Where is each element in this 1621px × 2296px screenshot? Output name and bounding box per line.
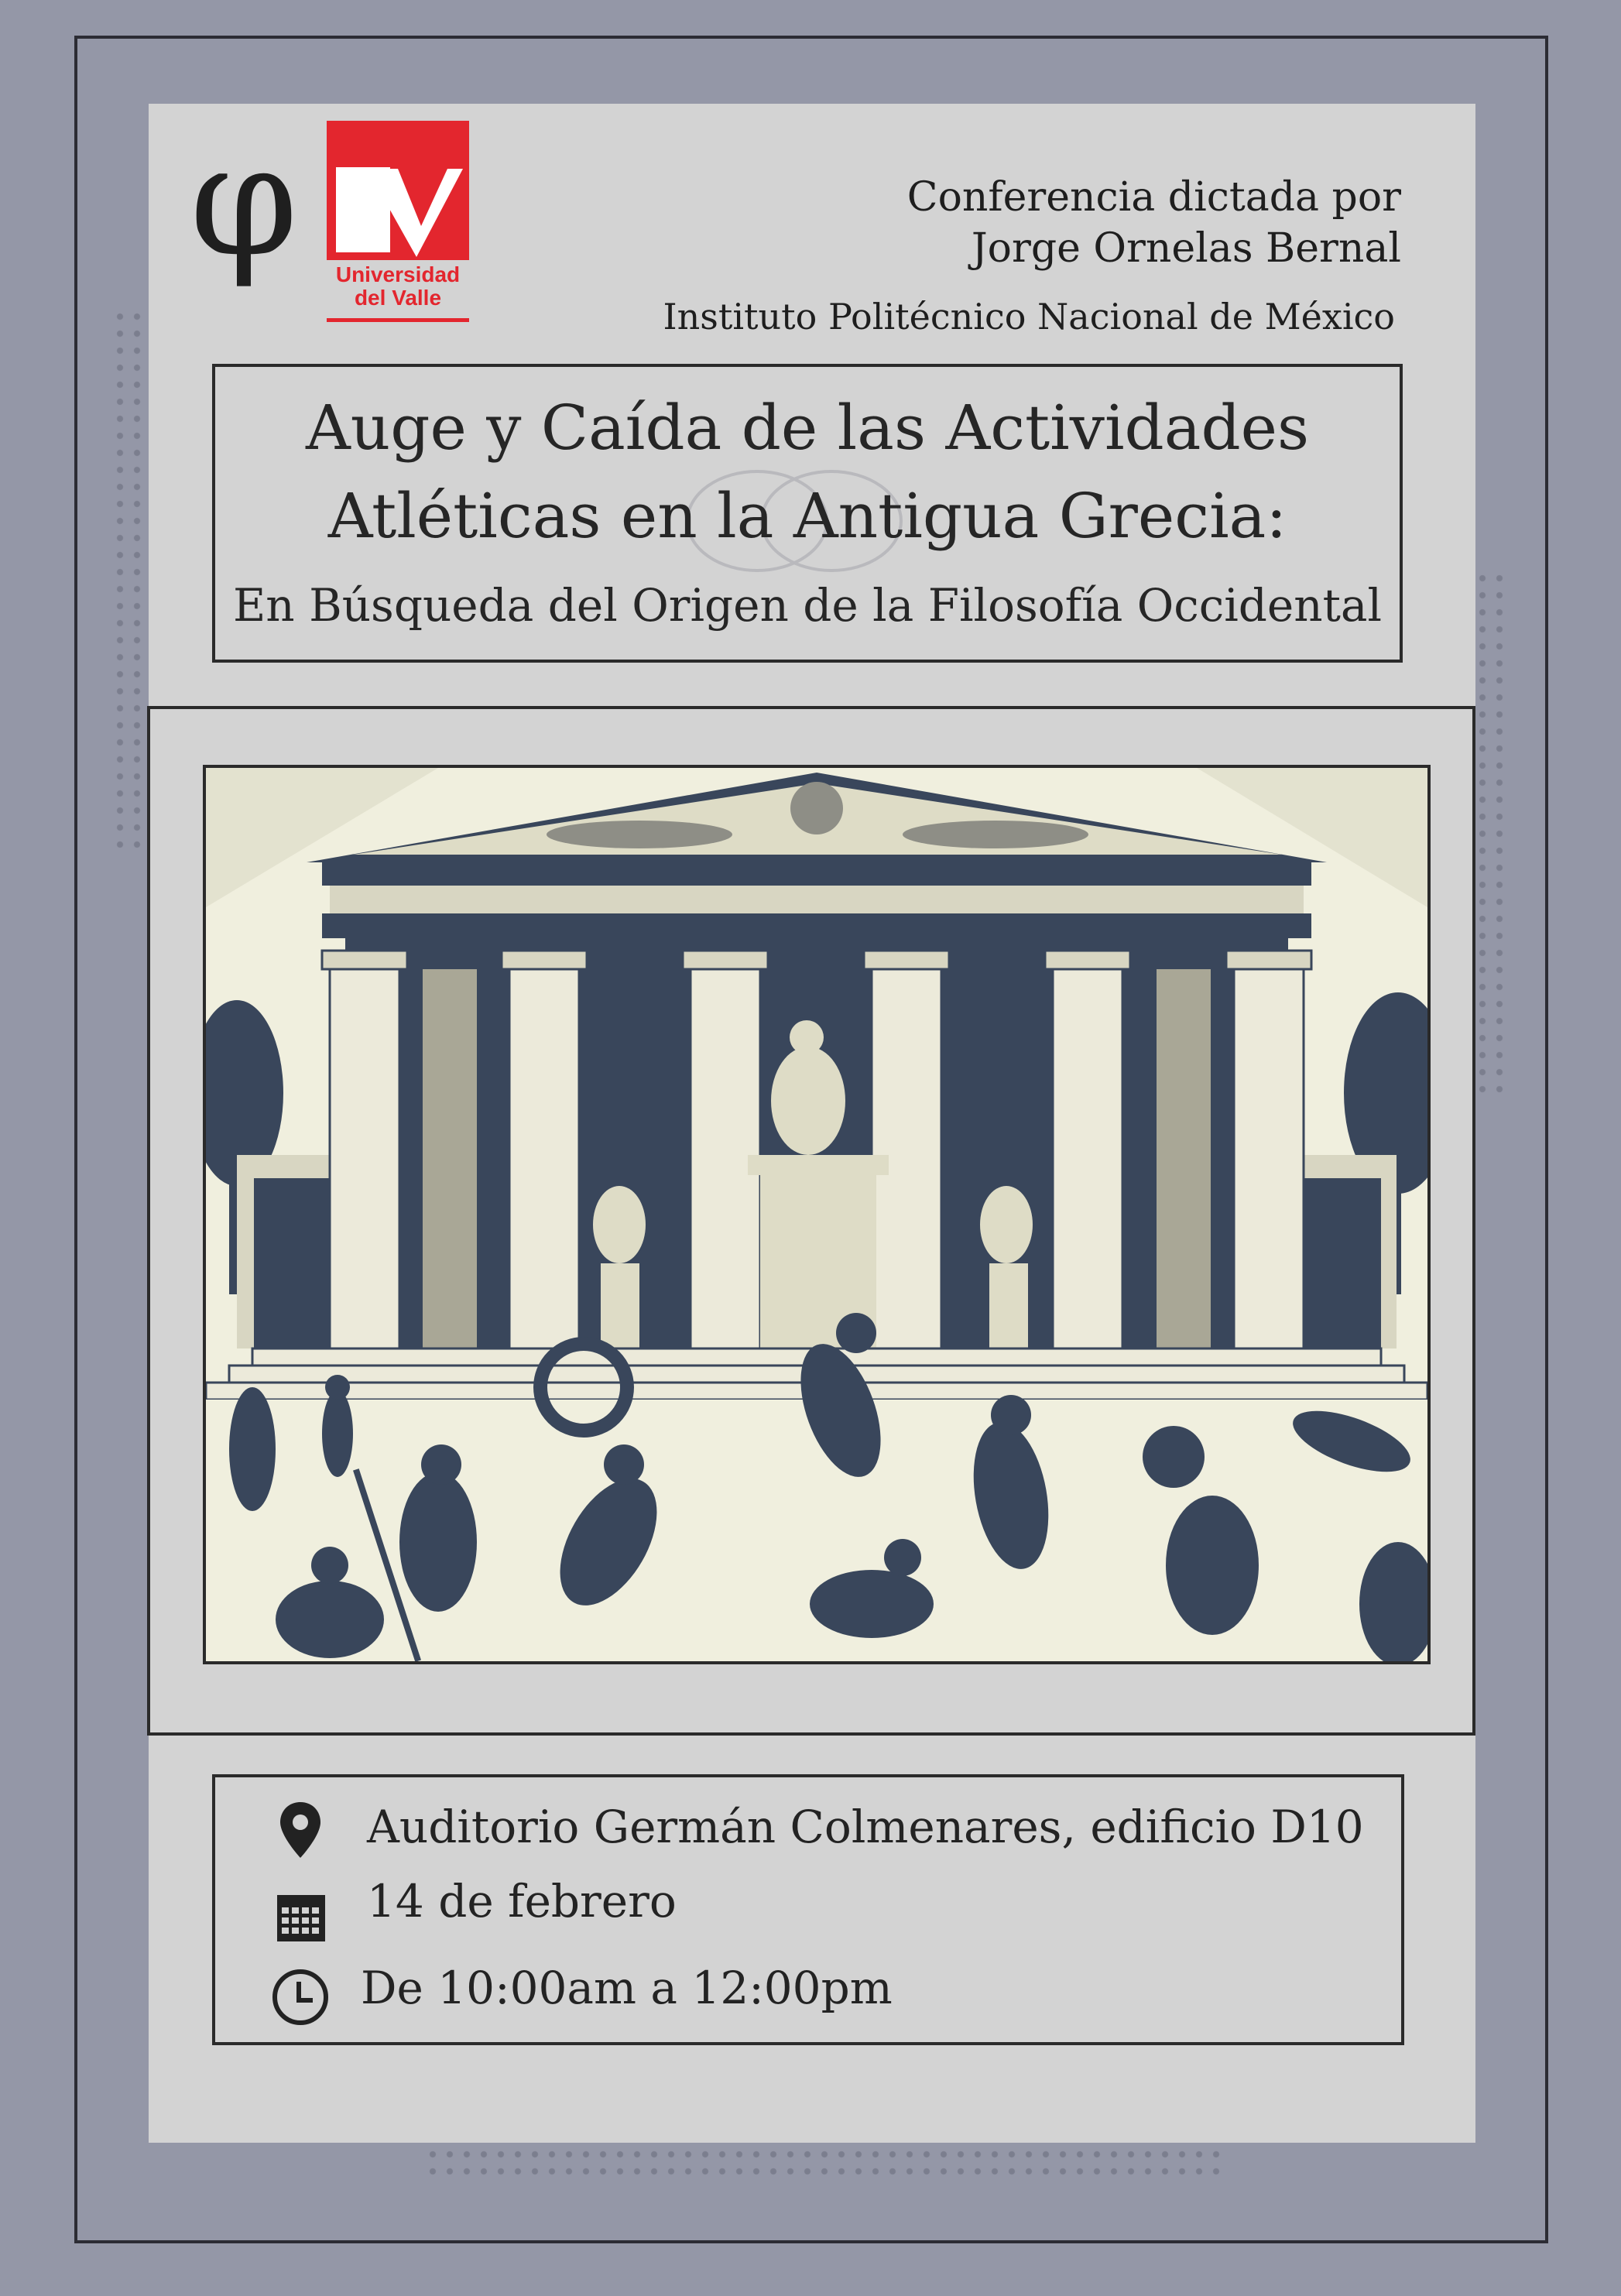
speaker-intro: Conferencia dictada por [906,174,1401,221]
phi-logo-icon: φ [189,111,299,291]
universidad-del-valle-logo [327,121,469,324]
speaker-block [907,172,1401,274]
clock-icon [269,1966,331,2028]
title-line-1: Auge y Caída de las Actividades [305,392,1310,464]
illustration-frame [147,706,1475,1736]
date-row [215,1869,1401,1938]
university-underline [327,318,469,322]
illustration [203,765,1431,1664]
decorative-dots-right [1474,570,1513,1095]
map-pin-icon [269,1799,331,1861]
institute-name: Instituto Politécnico Nacional de México [663,296,1395,338]
date-text: 14 de febrero [367,1875,677,1928]
calendar-icon [269,1886,331,1948]
time-text: De 10:00am a 12:00pm [361,1962,893,2014]
university-name: Universidad del Valle [335,262,461,310]
event-details-box [212,1774,1404,2045]
decorative-dots-bottom [424,2146,1222,2185]
decorative-dots-left [111,308,150,850]
location-row [215,1794,1401,1864]
universidad-del-valle-emblem-icon [327,121,469,260]
title-line-2: Atléticas en la Antigua Grecia: [327,480,1287,552]
greek-temple-athletes-illustration [206,768,1427,1661]
speaker-name: Jorge Ornelas Bernal [971,225,1401,272]
title-subtitle: En Búsqueda del Origen de la Filosofía Occidental [232,579,1383,632]
time-row [215,1955,1401,2025]
title-box [212,364,1403,663]
location-text: Auditorio Germán Colmenares, edificio D10 [367,1801,1364,1853]
